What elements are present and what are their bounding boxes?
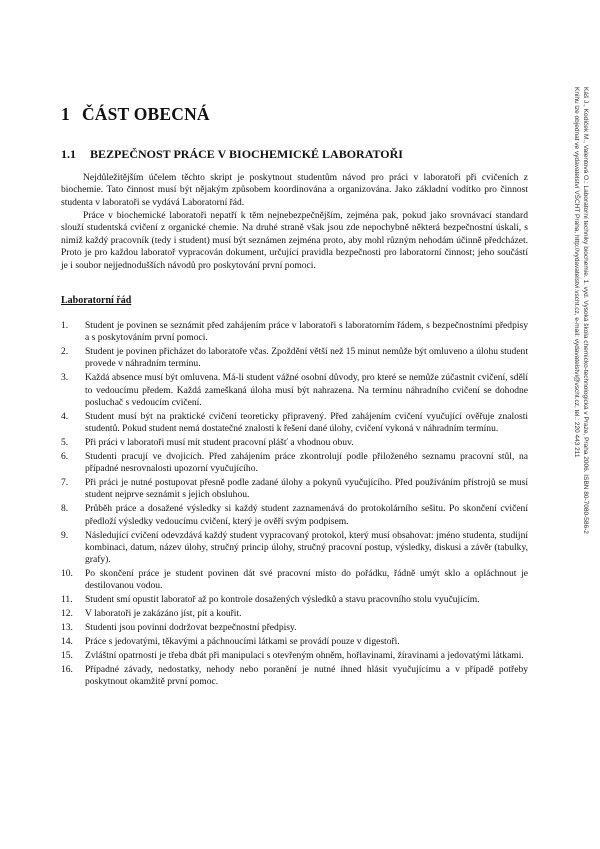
list-item xyxy=(61,411,528,436)
rules-heading: Laboratorní řád xyxy=(61,295,132,306)
list-item xyxy=(61,437,528,449)
item-number: 16. xyxy=(61,663,73,675)
item-text: Případné závady, nedostatky, nehody nebo poranění je nutné ihned hlásit vyučujícímu a v případě potřeby poskytnout okamžitě první pomoc. xyxy=(85,663,528,687)
safety-paragraph: Práce v biochemické laboratoři nepatří k těm nejnebezpečnějším, zejména pak, pokud jako srovnávací standard slouží studentská cvičení z organické chemie. Na druhé straně však jsou zde nepochybně některá bezpečnostní úskalí, s nimiž každý pracovník (tedy i student) musí být seznámen zejména proto, aby mohl různým nehodám účinně předcházet. Proto je pro každou laboratoř vypracován dokument, určující pravidla bezpečnosti pro laboratorní činnost; jeho součástí je i soubor nejjednodušších návodů pro poskytování první pomoci. xyxy=(61,210,528,271)
list-item xyxy=(61,608,528,620)
section-number: 1.1 xyxy=(61,147,76,161)
item-number: 7. xyxy=(61,477,69,489)
item-text: Student je povinen se seznámit před zahájením práce v laboratoři s laboratorním řádem, s bezpečnostními předpisy a s poskytováním první pomoci. xyxy=(85,320,528,344)
ordering-info-line: Knihu lze objednat ve vydavatelství VŠCHT Praha, http://vydavatelstvi.vscht.cz, e-mail: vydavatelstvi@vscht.cz, tel.: 220 443 211 xyxy=(573,87,580,458)
item-number: 13. xyxy=(61,621,73,633)
section-heading xyxy=(61,147,403,162)
list-item xyxy=(61,372,528,409)
item-number: 1. xyxy=(61,320,69,331)
section-title: BEZPEČNOST PRÁCE V BIOCHEMICKÉ LABORATOŘI xyxy=(90,147,403,161)
item-text: Po skončení práce je student povinen dát své pracovní místo do pořádku, řádně umýt sklo a opláchnout je destilovanou vodou. xyxy=(85,567,528,592)
list-item xyxy=(61,622,528,634)
item-text: Studenti jsou povinni dodržovat bezpečnostní předpisy. xyxy=(85,621,297,633)
item-number: 14. xyxy=(61,635,73,647)
list-item xyxy=(61,594,528,606)
item-text: Následující cvičení odevzdává každý student vypracovaný protokol, který musí obsahovat: jméno studenta, studijní kombinaci, datum, název úlohy, stručný princip úlohy, stručný pracovní postup, výsledky, diskusi a závěr (tabulky, grafy). xyxy=(85,529,528,566)
chapter-title: ČÁST OBECNÁ xyxy=(81,104,210,124)
item-text: Při práci v laboratoři musí mít student pracovní plášť a vhodnou obuv. xyxy=(85,437,354,449)
list-item xyxy=(61,346,528,371)
item-text: Student je povinen přicházet do laboratoře včas. Zpoždění větší než 15 minut nemůže být omluveno a úlohu student provede v náhradním termínu. xyxy=(85,346,528,370)
list-item xyxy=(61,530,528,567)
list-item xyxy=(61,636,528,648)
item-number: 15. xyxy=(61,649,73,661)
item-number: 2. xyxy=(61,346,69,358)
citation-line: Káš J., Kodíček M., Valentová O.: Laboratorní techniky biochemie. 1. vyd. Vysoká škola chemicko-technologická v Praze, Praha 2006. ISBN 80-7080-586-2 xyxy=(582,87,589,534)
item-number: 11. xyxy=(61,594,73,606)
item-text: Průběh práce a dosažené výsledky si každý student zaznamenává do protokolárního sešitu. Po skončení cvičení předloží výsledky vedoucímu cvičení, který je ověří svým podpisem. xyxy=(85,503,528,527)
intro-paragraph: Nejdůležitějším účelem těchto skript je poskytnout studentům návod pro práci v laboratoři při cvičeních z biochemie. Tato činnost musí být nějakým způsobem koordinována a organizována. Jako základní vodítko pro činnost studenta v laboratoři se vydává Laboratorní řád. xyxy=(61,172,528,208)
item-number: 3. xyxy=(61,372,69,384)
rules-list xyxy=(61,320,528,690)
item-text: Práce s jedovatými, těkavými a páchnoucími látkami se provádí pouze v digestoři. xyxy=(85,635,400,647)
item-text: Studenti pracují ve dvojicích. Před zahájením práce zkontrolují podle přiloženého seznamu pracovní stůl, na případné nesrovnalosti upozorní vyučujícího. xyxy=(85,450,528,475)
item-text: Student smí opustit laboratoř až po kontrole dosažených výsledků a stavu pracovního stolu vyučujícím. xyxy=(85,594,480,606)
item-number: 5. xyxy=(61,437,69,449)
item-text: V laboratoři je zakázáno jíst, pít a kouřit. xyxy=(85,608,242,620)
item-number: 9. xyxy=(61,529,69,541)
item-number: 12. xyxy=(61,608,73,620)
list-item xyxy=(61,503,528,528)
item-text: Student musí být na praktické cvičení teoreticky připravený. Před zahájením cvičení vyučující ověřuje znalosti studentů. Pokud student nemá dostatečné znalosti k řešení dané úlohy, cvičení vykoná v náhradním termínu. xyxy=(85,410,528,435)
list-item xyxy=(61,568,528,593)
item-number: 10. xyxy=(61,567,73,579)
list-item xyxy=(61,477,528,502)
item-text: Při práci je nutné postupovat přesně podle zadané úlohy a pokynů vyučujícího. Před používáním přístrojů se musí student nejprve seznámit s jejich obsluhou. xyxy=(85,477,528,501)
chapter-number: 1 xyxy=(61,104,70,124)
list-item xyxy=(61,451,528,476)
citation-text xyxy=(572,87,590,687)
list-item xyxy=(61,664,528,689)
chapter-heading xyxy=(61,104,210,125)
list-item xyxy=(61,320,528,345)
item-number: 6. xyxy=(61,450,69,462)
item-text: Zvláštní opatrnosti je třeba dbát při manipulaci s otevřeným ohněm, hořlavinami, žíravinami a jedovatými látkami. xyxy=(85,649,524,661)
item-number: 8. xyxy=(61,503,69,515)
citation-sidebar xyxy=(568,87,590,687)
item-text: Každá absence musí být omluvena. Má-li student vážné osobní důvody, pro které se nemůže zúčastnit cvičení, sdělí to vedoucímu předem. Každá zameškaná úloha musí být nahrazena. Na termínu náhradního cvičení se dohodne posluchač s vedoucím cvičení. xyxy=(85,372,528,408)
item-number: 4. xyxy=(61,410,69,422)
list-item xyxy=(61,650,528,662)
